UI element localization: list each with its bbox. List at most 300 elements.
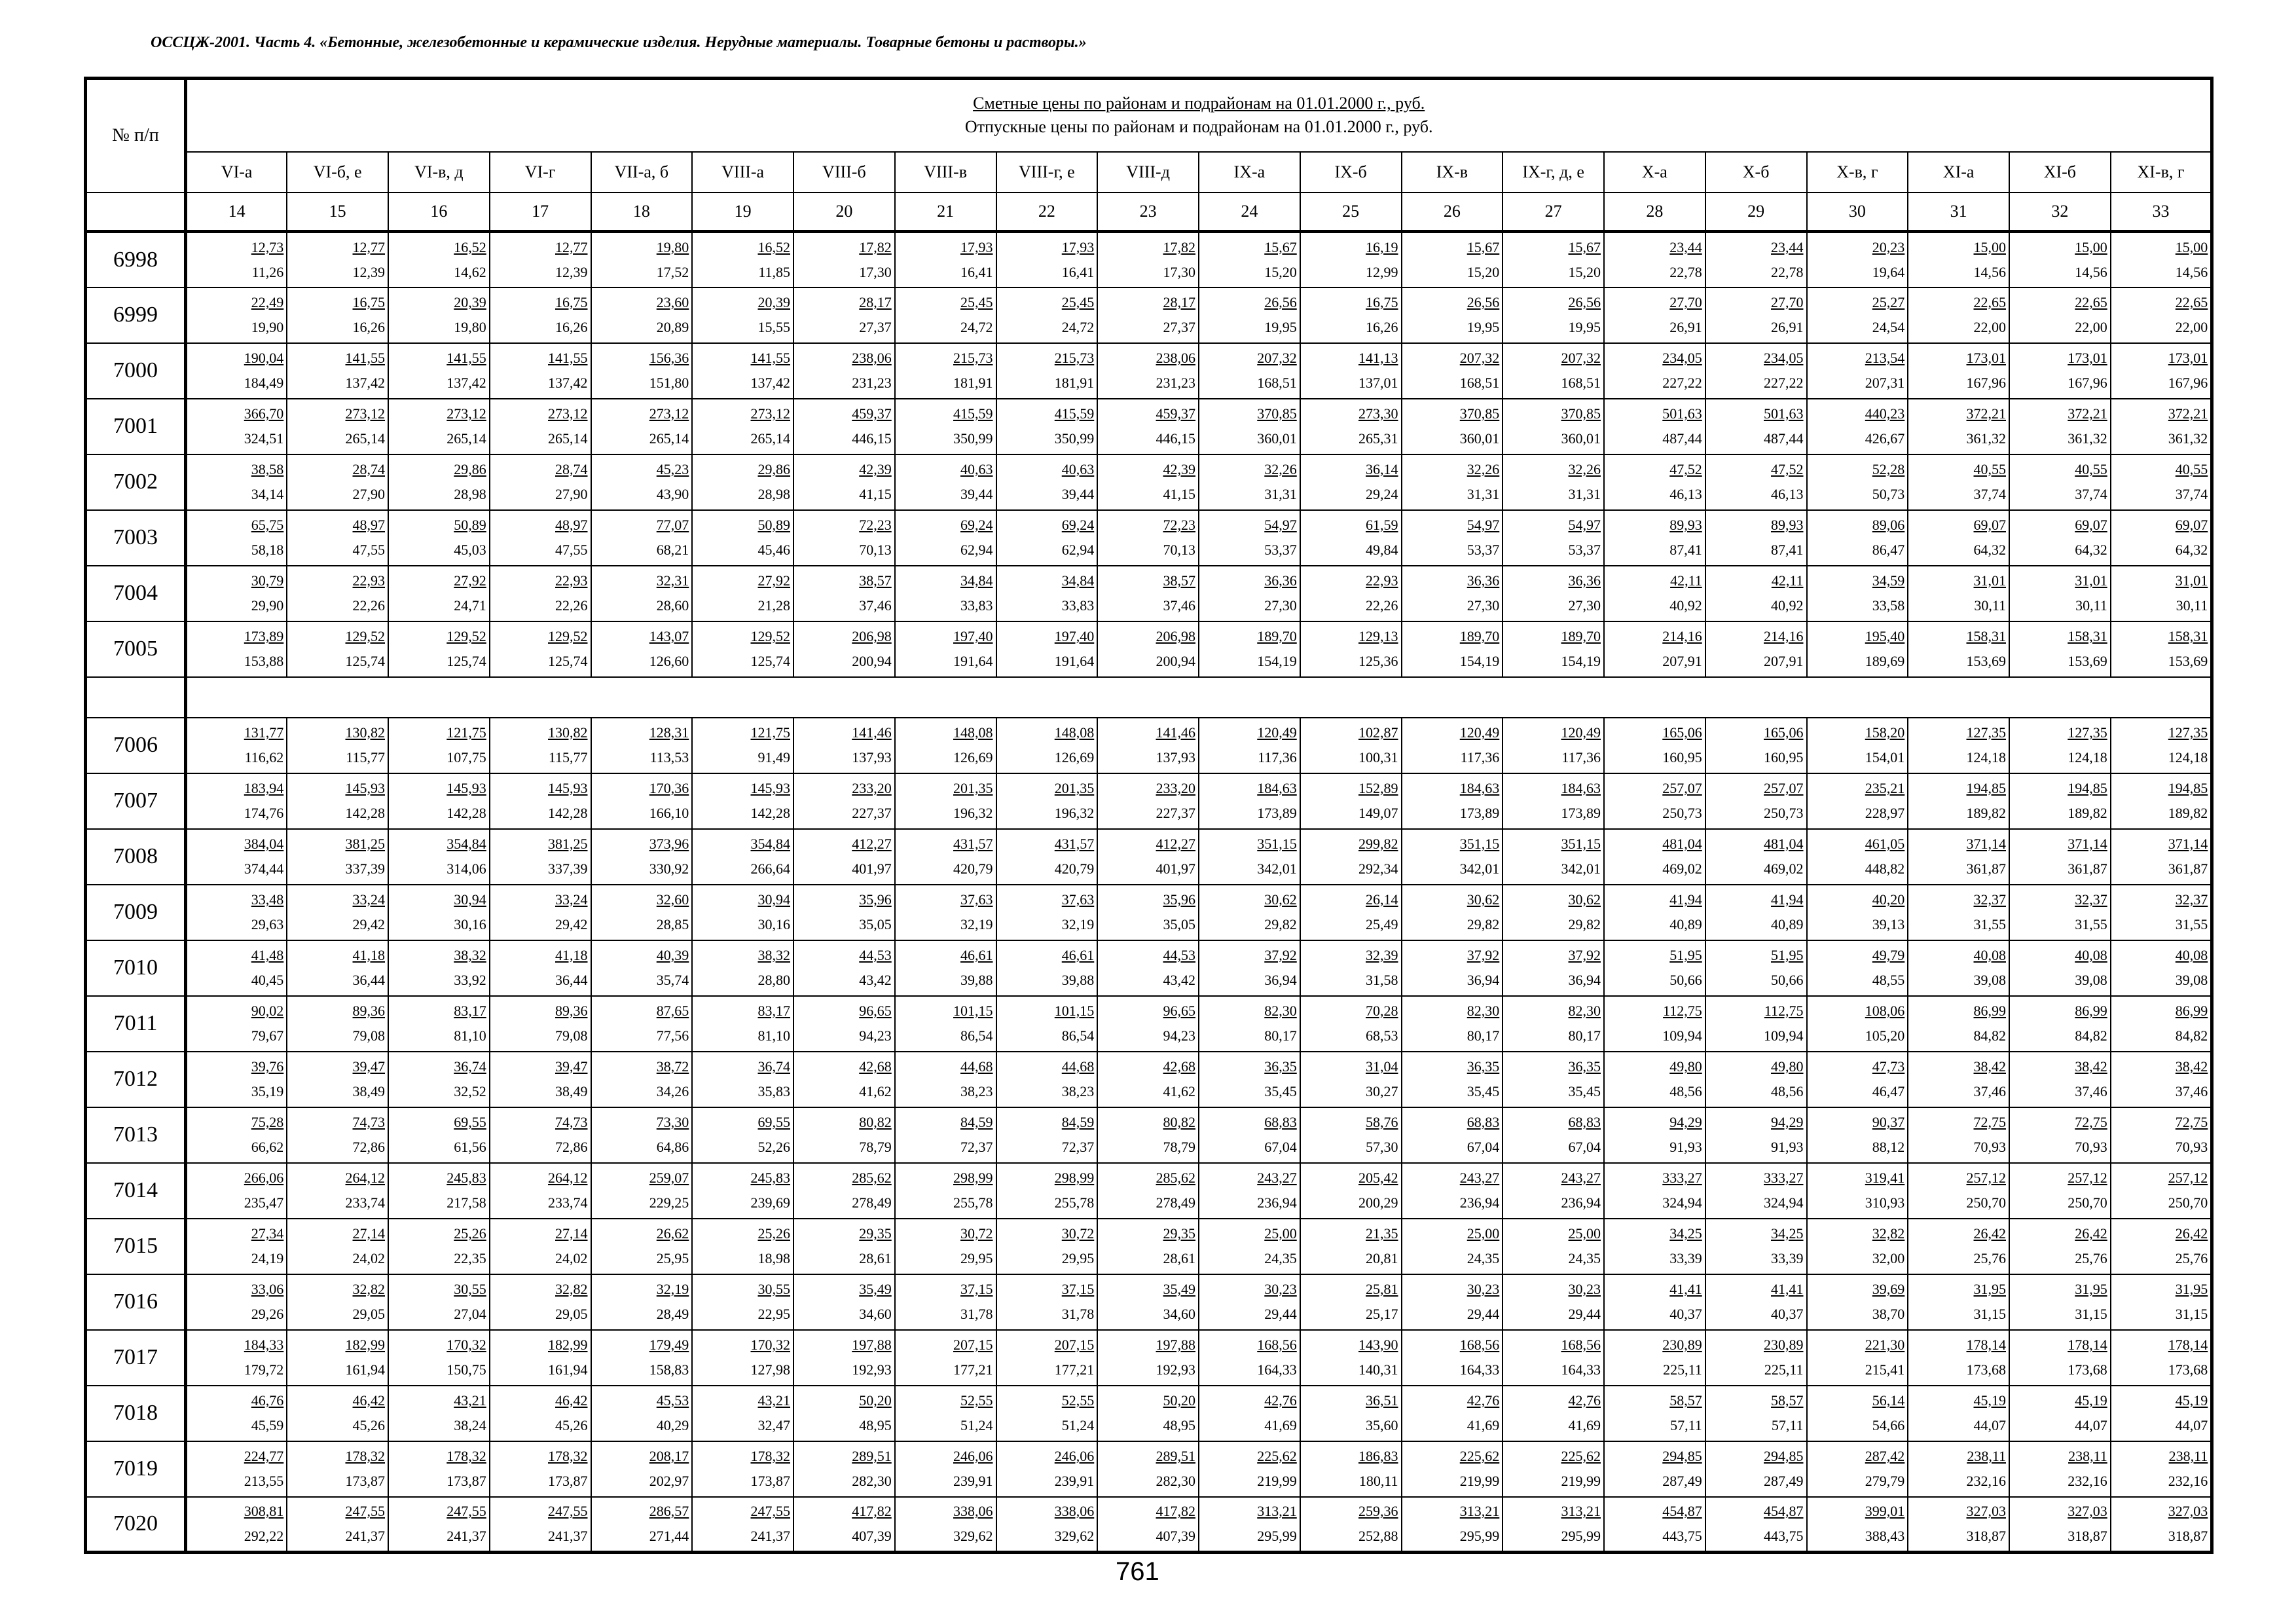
release-price: 229,25 — [649, 1194, 689, 1211]
estimate-price-value: 28,17 — [1163, 294, 1195, 310]
estimate-price-value: 27,70 — [1771, 294, 1804, 310]
estimate-price-value: 205,42 — [1358, 1170, 1398, 1186]
estimate-price-value: 33,24 — [352, 891, 385, 908]
price-cell — [1604, 1330, 1705, 1386]
release-price: 31,55 — [2075, 916, 2107, 932]
estimate-price-value: 89,36 — [555, 1003, 588, 1019]
estimate-price — [896, 776, 996, 801]
release-price: 16,26 — [555, 319, 588, 335]
price-cell — [996, 566, 1098, 621]
price-cell — [996, 1497, 1098, 1553]
estimate-price — [389, 401, 489, 426]
estimate-price-value: 170,32 — [446, 1337, 486, 1353]
estimate-price-value: 38,32 — [757, 947, 790, 963]
release-price: 420,79 — [1054, 860, 1095, 877]
release-price: 11,26 — [251, 263, 284, 280]
release-price: 37,46 — [1163, 597, 1195, 614]
price-cell — [1908, 1107, 2009, 1163]
estimate-price-value: 415,59 — [1054, 405, 1095, 422]
estimate-price — [592, 999, 692, 1024]
release-price: 25,76 — [1973, 1250, 2006, 1266]
release-price: 173,68 — [2068, 1361, 2107, 1378]
release-price: 329,62 — [953, 1528, 993, 1545]
column-number: 15 — [287, 193, 388, 232]
price-cell — [388, 1163, 490, 1219]
price-cell — [287, 399, 388, 454]
release-price: 36,44 — [555, 972, 588, 988]
estimate-price-value: 37,15 — [1061, 1281, 1095, 1297]
price-cell — [490, 885, 591, 940]
estimate-price-value: 372,21 — [1966, 405, 2006, 422]
release-price: 107,75 — [446, 749, 486, 766]
estimate-price-value: 30,23 — [1568, 1281, 1601, 1297]
release-price: 29,42 — [352, 916, 385, 932]
release-price: 22,26 — [352, 597, 385, 614]
estimate-price — [1503, 1388, 1603, 1413]
estimate-price-value: 273,12 — [446, 405, 486, 422]
estimate-price-value: 158,31 — [2168, 628, 2208, 644]
release-price: 295,99 — [1561, 1528, 1601, 1545]
price-cell — [2009, 885, 2111, 940]
estimate-price — [1808, 1499, 1908, 1524]
release-price: 233,74 — [548, 1194, 588, 1211]
estimate-price — [389, 1054, 489, 1079]
estimate-price — [1098, 943, 1198, 968]
release-price: 48,56 — [1771, 1083, 1804, 1099]
table-row — [86, 454, 2212, 510]
release-price: 337,39 — [345, 860, 385, 877]
price-cell — [287, 1497, 388, 1553]
estimate-price — [693, 1499, 793, 1524]
release-price: 361,87 — [2168, 860, 2208, 877]
price-cell — [490, 1497, 591, 1553]
estimate-price — [794, 1054, 894, 1079]
release-price: 35,45 — [1568, 1083, 1601, 1099]
estimate-price — [1908, 1166, 2009, 1190]
price-cell — [1199, 718, 1300, 773]
release-price: 29,05 — [555, 1306, 588, 1322]
estimate-price-value: 36,35 — [1264, 1058, 1297, 1075]
estimate-price-value: 31,95 — [2175, 1281, 2208, 1297]
estimate-price — [693, 568, 793, 593]
estimate-price-value: 26,56 — [1264, 294, 1297, 310]
estimate-price — [1503, 1166, 1603, 1190]
price-cell — [1807, 1274, 1908, 1330]
estimate-price — [1605, 568, 1705, 593]
estimate-price — [1706, 1166, 1806, 1190]
estimate-price — [1301, 943, 1401, 968]
estimate-price-value: 178,14 — [2168, 1337, 2208, 1353]
release-price: 54,66 — [1872, 1417, 1905, 1433]
region-header: VIII-а — [692, 152, 793, 193]
column-number-blank — [86, 193, 186, 232]
price-cell — [895, 1441, 996, 1497]
price-cell — [692, 829, 793, 885]
release-price: 181,91 — [1054, 375, 1095, 391]
price-cell — [895, 343, 996, 399]
estimate-price — [997, 513, 1097, 538]
release-price: 40,37 — [1669, 1306, 1702, 1322]
estimate-price — [1098, 513, 1198, 538]
release-price: 292,22 — [244, 1528, 284, 1545]
release-price: 40,92 — [1771, 597, 1804, 614]
estimate-price-value: 233,20 — [1156, 780, 1195, 796]
estimate-price-value: 38,57 — [1163, 572, 1195, 589]
estimate-price-value: 40,39 — [656, 947, 689, 963]
spacer-cell — [86, 677, 186, 718]
estimate-price — [1605, 720, 1705, 745]
estimate-price-value: 273,30 — [1358, 405, 1398, 422]
release-price: 57,30 — [1366, 1139, 1398, 1155]
release-price: 137,01 — [1358, 375, 1398, 391]
price-cell — [793, 1441, 895, 1497]
release-price: 38,23 — [960, 1083, 993, 1099]
price-cell — [490, 1441, 591, 1497]
price-cell — [1908, 1219, 2009, 1274]
price-cell — [1807, 454, 1908, 510]
price-cell — [692, 885, 793, 940]
release-price: 70,93 — [1973, 1139, 2006, 1155]
estimate-price — [693, 887, 793, 912]
price-cell — [2111, 996, 2212, 1052]
column-number: 33 — [2111, 193, 2212, 232]
release-price: 125,36 — [1358, 653, 1398, 669]
estimate-price-value: 273,12 — [548, 405, 588, 422]
release-price: 46,13 — [1771, 486, 1804, 502]
estimate-price — [2111, 568, 2211, 593]
estimate-price-value: 34,25 — [1771, 1225, 1804, 1242]
estimate-price — [693, 1110, 793, 1135]
estimate-price-value: 40,63 — [1061, 461, 1095, 477]
price-cell — [996, 1386, 1098, 1441]
estimate-price — [187, 1221, 286, 1246]
estimate-price-value: 238,11 — [1967, 1448, 2006, 1464]
estimate-price-value: 40,55 — [2075, 461, 2107, 477]
estimate-price — [1402, 1333, 1503, 1357]
release-price: 27,90 — [352, 486, 385, 502]
release-price: 29,26 — [251, 1306, 284, 1322]
price-cell — [591, 399, 693, 454]
estimate-price-value: 68,83 — [1467, 1114, 1500, 1130]
release-price: 25,76 — [2075, 1250, 2107, 1266]
estimate-price-value: 195,40 — [1865, 628, 1905, 644]
estimate-price-value: 461,05 — [1865, 836, 1905, 852]
estimate-price-value: 43,21 — [757, 1392, 790, 1409]
estimate-price — [389, 235, 489, 260]
estimate-price-value: 26,62 — [656, 1225, 689, 1242]
price-cell — [591, 343, 693, 399]
estimate-price — [287, 720, 388, 745]
estimate-price-value: 233,20 — [852, 780, 892, 796]
price-cell — [793, 773, 895, 829]
price-cell — [591, 1219, 693, 1274]
region-header: XI-в, г — [2111, 152, 2212, 193]
column-number-row — [86, 193, 2212, 232]
price-cell — [287, 829, 388, 885]
estimate-price — [1605, 346, 1705, 371]
estimate-price-value: 31,01 — [2175, 572, 2208, 589]
estimate-price-value: 21,35 — [1366, 1225, 1398, 1242]
release-price: 469,02 — [1662, 860, 1702, 877]
estimate-price-value: 454,87 — [1764, 1503, 1804, 1520]
estimate-price — [1605, 624, 1705, 649]
region-header: IX-а — [1199, 152, 1300, 193]
price-cell — [1807, 1441, 1908, 1497]
price-cell — [186, 1163, 287, 1219]
estimate-price-value: 243,27 — [1257, 1170, 1297, 1186]
price-cell — [1097, 940, 1199, 996]
estimate-price — [997, 457, 1097, 482]
estimate-price — [389, 290, 489, 315]
release-price: 227,37 — [852, 805, 892, 821]
estimate-price — [2111, 513, 2211, 538]
release-price: 91,93 — [1669, 1139, 1702, 1155]
price-cell — [1503, 343, 1604, 399]
estimate-price-value: 141,55 — [446, 350, 486, 366]
estimate-price — [1098, 401, 1198, 426]
price-cell — [1503, 566, 1604, 621]
estimate-price-value: 42,11 — [1771, 572, 1804, 589]
estimate-price-value: 29,86 — [454, 461, 486, 477]
estimate-price-value: 40,08 — [2075, 947, 2107, 963]
estimate-price — [997, 1110, 1097, 1135]
estimate-price — [187, 720, 286, 745]
price-cell — [895, 1107, 996, 1163]
estimate-price — [287, 568, 388, 593]
estimate-price — [794, 401, 894, 426]
price-cell — [996, 1107, 1098, 1163]
price-cell — [1097, 399, 1199, 454]
release-price: 189,69 — [1865, 653, 1905, 669]
release-price: 22,26 — [555, 597, 588, 614]
release-price: 68,53 — [1366, 1027, 1398, 1044]
estimate-price-value: 333,27 — [1764, 1170, 1804, 1186]
price-cell — [895, 1330, 996, 1386]
price-cell — [1807, 399, 1908, 454]
price-cell — [895, 1219, 996, 1274]
release-price: 109,94 — [1764, 1027, 1804, 1044]
release-price: 137,42 — [548, 375, 588, 391]
estimate-price — [1402, 624, 1503, 649]
release-price: 151,80 — [649, 375, 689, 391]
release-price: 100,31 — [1358, 749, 1398, 766]
table-row — [86, 621, 2212, 677]
release-price: 160,95 — [1764, 749, 1804, 766]
release-price: 137,42 — [446, 375, 486, 391]
price-cell — [186, 287, 287, 343]
price-cell — [793, 1219, 895, 1274]
estimate-price — [2010, 943, 2110, 968]
estimate-price — [1706, 1499, 1806, 1524]
estimate-price-value: 41,48 — [251, 947, 284, 963]
estimate-price — [2111, 1110, 2211, 1135]
price-cell — [1300, 454, 1402, 510]
price-cell — [186, 996, 287, 1052]
price-cell — [591, 996, 693, 1052]
estimate-price-value: 82,30 — [1568, 1003, 1601, 1019]
estimate-price-value: 224,77 — [244, 1448, 284, 1464]
price-cell — [1402, 718, 1503, 773]
price-cell — [490, 287, 591, 343]
column-number: 32 — [2009, 193, 2111, 232]
estimate-price — [794, 1444, 894, 1469]
release-price: 189,82 — [1966, 805, 2006, 821]
estimate-price-value: 86,99 — [2075, 1003, 2107, 1019]
estimate-price — [389, 1110, 489, 1135]
estimate-price — [1199, 235, 1300, 260]
estimate-price — [1503, 720, 1603, 745]
release-price: 30,11 — [1974, 597, 2006, 614]
price-cell — [1503, 996, 1604, 1052]
estimate-price — [1908, 887, 2009, 912]
estimate-price-value: 371,14 — [2168, 836, 2208, 852]
estimate-price-value: 178,32 — [548, 1448, 588, 1464]
estimate-price — [490, 1444, 591, 1469]
estimate-price — [896, 1444, 996, 1469]
price-cell — [2009, 621, 2111, 677]
estimate-price — [1199, 457, 1300, 482]
price-cell — [1300, 566, 1402, 621]
price-cell — [1199, 1441, 1300, 1497]
estimate-price-value: 51,95 — [1669, 947, 1702, 963]
release-price: 29,05 — [352, 1306, 385, 1322]
table-row — [86, 287, 2212, 343]
release-price: 241,37 — [548, 1528, 588, 1545]
price-cell — [490, 454, 591, 510]
release-price: 84,82 — [2075, 1027, 2107, 1044]
release-price: 31,31 — [1264, 486, 1297, 502]
estimate-price — [1199, 999, 1300, 1024]
release-price: 38,70 — [1872, 1306, 1905, 1322]
estimate-price — [592, 290, 692, 315]
estimate-price-value: 184,63 — [1561, 780, 1601, 796]
column-number: 21 — [895, 193, 996, 232]
price-cell — [1807, 232, 1908, 287]
price-cell — [591, 1386, 693, 1441]
price-cell — [591, 1497, 693, 1553]
estimate-price-value: 156,36 — [649, 350, 689, 366]
release-price: 66,62 — [251, 1139, 284, 1155]
estimate-price — [794, 513, 894, 538]
release-price: 173,89 — [1459, 805, 1500, 821]
price-cell — [895, 885, 996, 940]
release-price: 361,32 — [2068, 430, 2107, 447]
release-price: 250,73 — [1662, 805, 1702, 821]
release-price: 50,73 — [1872, 486, 1905, 502]
release-price: 14,56 — [2175, 263, 2208, 280]
release-price: 15,20 — [1467, 263, 1500, 280]
column-number: 28 — [1604, 193, 1705, 232]
release-price: 86,54 — [960, 1027, 993, 1044]
estimate-price-value: 30,23 — [1467, 1281, 1500, 1297]
price-cell — [287, 1163, 388, 1219]
release-price: 255,78 — [1054, 1194, 1095, 1211]
release-price: 39,88 — [1061, 972, 1095, 988]
price-cell — [1300, 718, 1402, 773]
release-price: 79,67 — [251, 1027, 284, 1044]
region-header: VIII-в — [895, 152, 996, 193]
price-cell — [1908, 1497, 2009, 1553]
release-price: 407,39 — [852, 1528, 892, 1545]
estimate-price — [794, 1110, 894, 1135]
estimate-price-value: 31,01 — [1973, 572, 2006, 589]
estimate-price-value: 245,83 — [446, 1170, 486, 1186]
price-cell — [793, 1107, 895, 1163]
estimate-price — [1098, 1499, 1198, 1524]
price-cell — [1908, 343, 2009, 399]
price-cell — [996, 773, 1098, 829]
estimate-price — [896, 1388, 996, 1413]
release-price: 154,01 — [1865, 749, 1905, 766]
price-cell — [1300, 621, 1402, 677]
estimate-price-value: 40,08 — [1973, 947, 2006, 963]
estimate-price-value: 28,74 — [352, 461, 385, 477]
release-price: 12,39 — [555, 263, 588, 280]
price-cell — [1908, 718, 2009, 773]
estimate-price — [592, 1221, 692, 1246]
release-price: 33,58 — [1872, 597, 1905, 614]
release-price: 235,47 — [244, 1194, 284, 1211]
release-price: 28,98 — [757, 486, 790, 502]
page-header: ОССЦЖ-2001. Часть 4. «Бетонные, железобетонные и керамические изделия. Нерудные материалы. Товарные бетоны и растворы.» — [151, 34, 1087, 51]
price-cell — [1199, 1497, 1300, 1553]
table-row — [86, 1219, 2212, 1274]
estimate-price — [794, 943, 894, 968]
price-cell — [996, 232, 1098, 287]
estimate-price-value: 129,52 — [548, 628, 588, 644]
estimate-price-value: 38,57 — [859, 572, 892, 589]
estimate-price — [1908, 1054, 2009, 1079]
estimate-price-value: 46,61 — [1061, 947, 1095, 963]
price-cell — [1807, 510, 1908, 566]
release-price: 64,32 — [2075, 542, 2107, 558]
price-cell — [1604, 1052, 1705, 1107]
estimate-price — [490, 624, 591, 649]
estimate-price-value: 87,65 — [656, 1003, 689, 1019]
price-cell — [287, 1274, 388, 1330]
estimate-price — [1301, 346, 1401, 371]
estimate-price — [1199, 720, 1300, 745]
price-cell — [1097, 1497, 1199, 1553]
estimate-price-value: 49,80 — [1771, 1058, 1804, 1075]
release-price: 67,04 — [1568, 1139, 1601, 1155]
price-cell — [591, 510, 693, 566]
estimate-price — [2010, 1054, 2110, 1079]
release-price: 39,44 — [960, 486, 993, 502]
estimate-price — [287, 513, 388, 538]
release-price: 239,91 — [1054, 1473, 1095, 1489]
price-cell — [1300, 773, 1402, 829]
release-price: 167,96 — [2168, 375, 2208, 391]
estimate-price-value: 165,06 — [1662, 724, 1702, 741]
estimate-price — [896, 832, 996, 857]
price-cell — [793, 885, 895, 940]
estimate-price — [1301, 1166, 1401, 1190]
price-cell — [692, 1219, 793, 1274]
release-price: 28,98 — [454, 486, 486, 502]
release-price: 57,11 — [1771, 1417, 1804, 1433]
estimate-price-value: 32,26 — [1467, 461, 1500, 477]
region-header: X-а — [1604, 152, 1705, 193]
estimate-price — [1605, 887, 1705, 912]
estimate-price — [1503, 1110, 1603, 1135]
price-cell — [1300, 885, 1402, 940]
estimate-price — [2111, 1333, 2211, 1357]
price-cell — [388, 566, 490, 621]
release-price: 443,75 — [1662, 1528, 1702, 1545]
estimate-price — [794, 1499, 894, 1524]
release-price: 33,39 — [1669, 1250, 1702, 1266]
